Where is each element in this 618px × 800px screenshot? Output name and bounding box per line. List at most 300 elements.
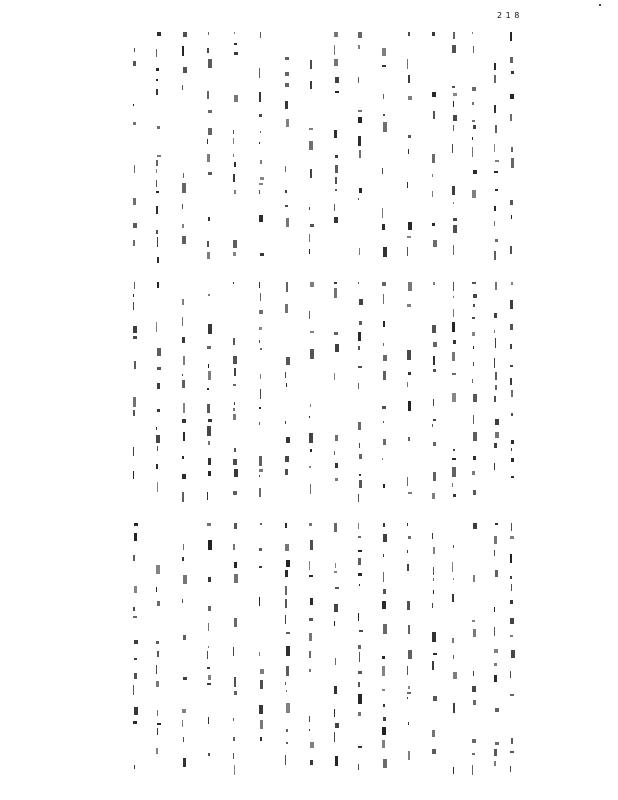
glyph-mark [432, 223, 435, 226]
glyph-mark [453, 32, 455, 39]
glyph-mark [156, 641, 159, 644]
glyph-mark [260, 523, 262, 525]
glyph-mark [335, 435, 338, 441]
glyph-mark [182, 492, 184, 502]
glyph-mark [286, 646, 290, 656]
glyph-mark [208, 32, 209, 35]
glyph-mark [286, 632, 290, 634]
glyph-mark [494, 675, 497, 682]
glyph-mark [182, 720, 183, 727]
glyph-mark [335, 155, 338, 158]
glyph-mark [309, 416, 310, 418]
glyph-mark [453, 101, 454, 107]
glyph-mark [494, 749, 497, 756]
glyph-mark [452, 352, 455, 361]
glyph-mark [453, 545, 454, 548]
text-column [207, 523, 212, 768]
text-column [133, 32, 138, 258]
glyph-mark [134, 523, 138, 526]
text-column [452, 523, 457, 768]
glyph-mark [334, 571, 337, 573]
glyph-mark [133, 685, 134, 695]
glyph-mark [157, 32, 161, 36]
glyph-mark [208, 717, 209, 724]
glyph-mark [334, 523, 337, 532]
glyph-mark [407, 477, 408, 486]
glyph-mark [285, 586, 287, 595]
glyph-mark [156, 49, 157, 57]
glyph-mark [133, 326, 137, 333]
glyph-mark [473, 346, 474, 349]
glyph-mark [286, 119, 289, 127]
glyph-mark [495, 189, 498, 191]
glyph-mark [453, 340, 456, 344]
glyph-mark [133, 104, 134, 106]
glyph-mark [259, 183, 263, 185]
glyph-mark [407, 601, 410, 610]
glyph-mark [133, 607, 135, 611]
glyph-mark [382, 656, 385, 659]
glyph-mark [511, 650, 515, 658]
glyph-mark [182, 599, 183, 603]
glyph-mark [383, 554, 384, 557]
glyph-mark [511, 476, 514, 478]
glyph-mark [309, 466, 311, 468]
text-column [182, 523, 187, 768]
glyph-mark [335, 563, 336, 568]
glyph-mark [494, 536, 497, 544]
glyph-mark [310, 598, 313, 605]
glyph-mark [310, 404, 311, 407]
glyph-mark [208, 419, 212, 422]
glyph-mark [510, 94, 514, 99]
glyph-mark [207, 139, 208, 144]
glyph-mark [260, 720, 263, 729]
text-column [494, 523, 499, 768]
glyph-mark [183, 32, 187, 37]
glyph-mark [472, 332, 475, 336]
glyph-mark [433, 419, 436, 421]
glyph-mark [309, 716, 310, 722]
text-column [156, 32, 161, 258]
glyph-mark [233, 338, 235, 345]
glyph-mark [259, 310, 263, 314]
page-number: 2 1 8 [497, 11, 520, 20]
text-column [407, 523, 412, 768]
glyph-mark [473, 294, 477, 298]
glyph-mark [510, 600, 513, 604]
glyph-mark [285, 570, 288, 577]
glyph-mark [157, 348, 161, 356]
glyph-mark [157, 282, 159, 288]
glyph-mark [234, 448, 236, 452]
glyph-mark [285, 101, 288, 109]
glyph-mark [310, 331, 314, 333]
glyph-mark [286, 560, 290, 567]
glyph-mark [310, 449, 312, 452]
glyph-mark [208, 471, 211, 476]
glyph-mark [286, 703, 290, 713]
glyph-mark [156, 565, 160, 574]
glyph-mark [183, 677, 187, 680]
glyph-mark [452, 322, 455, 332]
glyph-mark [207, 346, 211, 349]
glyph-mark [452, 467, 456, 477]
glyph-mark [408, 625, 410, 634]
glyph-mark [285, 83, 289, 87]
glyph-mark [207, 426, 211, 436]
glyph-mark [383, 534, 387, 542]
glyph-mark [433, 547, 435, 554]
glyph-mark [334, 621, 335, 626]
glyph-mark [157, 383, 160, 389]
glyph-mark [207, 651, 208, 659]
glyph-mark [407, 692, 411, 694]
glyph-mark [183, 575, 187, 584]
glyph-mark [510, 536, 514, 539]
glyph-mark [383, 523, 385, 527]
glyph-mark [494, 63, 496, 70]
glyph-mark [285, 599, 287, 608]
glyph-mark [408, 686, 410, 689]
glyph-mark [359, 584, 360, 586]
glyph-mark [407, 550, 408, 553]
glyph-mark [407, 182, 408, 188]
glyph-mark [408, 149, 409, 154]
text-column [207, 282, 212, 495]
glyph-mark [433, 356, 435, 365]
glyph-mark [407, 304, 411, 307]
glyph-mark [472, 739, 476, 743]
glyph-mark [511, 584, 512, 591]
text-column [472, 32, 477, 258]
glyph-mark [510, 200, 513, 205]
text-column [407, 282, 412, 495]
glyph-mark [260, 253, 264, 256]
text-column [510, 32, 515, 258]
glyph-mark [133, 61, 136, 66]
glyph-mark [233, 414, 236, 420]
glyph-mark [157, 482, 158, 492]
glyph-mark [234, 43, 237, 45]
text-column [472, 282, 477, 495]
glyph-mark [182, 204, 183, 209]
glyph-mark [510, 300, 513, 309]
text-column [432, 523, 437, 768]
glyph-mark [473, 575, 475, 582]
glyph-mark [260, 293, 261, 301]
glyph-mark [183, 737, 184, 742]
glyph-mark [494, 251, 496, 260]
glyph-mark [182, 474, 186, 479]
glyph-mark [510, 618, 514, 624]
glyph-mark [233, 544, 235, 550]
glyph-mark [183, 356, 185, 365]
glyph-mark [335, 587, 339, 589]
glyph-mark [358, 764, 359, 770]
glyph-mark [452, 594, 454, 602]
glyph-mark [207, 154, 210, 162]
glyph-mark [233, 408, 235, 411]
glyph-mark [259, 114, 262, 117]
glyph-mark [259, 407, 261, 409]
glyph-mark [511, 440, 514, 444]
glyph-mark [233, 647, 234, 656]
glyph-mark [259, 327, 262, 330]
glyph-mark [453, 93, 457, 96]
glyph-mark [383, 704, 385, 707]
glyph-mark [233, 282, 234, 284]
glyph-mark [183, 173, 184, 178]
glyph-mark [286, 666, 289, 676]
glyph-mark [335, 463, 338, 468]
glyph-mark [510, 246, 512, 254]
glyph-mark [510, 694, 514, 696]
glyph-mark [233, 718, 234, 721]
glyph-mark [208, 324, 212, 334]
text-column [259, 32, 264, 258]
glyph-mark [208, 172, 212, 175]
glyph-mark [233, 491, 237, 495]
glyph-mark [495, 432, 499, 438]
glyph-mark [134, 658, 137, 660]
glyph-mark [473, 304, 475, 307]
glyph-mark [156, 427, 157, 430]
glyph-mark [233, 753, 234, 759]
glyph-mark [156, 435, 160, 443]
text-column [233, 32, 238, 258]
glyph-mark [383, 371, 386, 380]
glyph-mark [182, 374, 183, 376]
glyph-mark [309, 141, 313, 150]
glyph-mark [182, 183, 186, 193]
glyph-mark [208, 458, 211, 465]
glyph-mark [182, 236, 186, 244]
glyph-mark [510, 365, 513, 367]
glyph-mark [310, 81, 312, 89]
glyph-mark [207, 492, 208, 500]
glyph-mark [309, 561, 310, 570]
glyph-mark [383, 122, 387, 132]
glyph-mark [234, 523, 237, 529]
glyph-mark [432, 92, 436, 97]
glyph-mark [407, 666, 408, 675]
glyph-mark [358, 523, 359, 529]
glyph-mark [358, 671, 362, 674]
glyph-mark [433, 567, 434, 575]
glyph-mark [382, 406, 386, 409]
glyph-mark [511, 158, 514, 168]
glyph-mark [208, 371, 211, 380]
glyph-mark [133, 336, 137, 339]
glyph-mark [286, 742, 288, 744]
glyph-mark [472, 87, 476, 91]
glyph-mark [285, 421, 286, 424]
glyph-mark [358, 536, 361, 538]
glyph-mark [511, 738, 513, 744]
glyph-mark [453, 125, 454, 131]
glyph-mark [472, 120, 475, 122]
glyph-mark [156, 206, 158, 214]
glyph-mark [310, 169, 312, 178]
text-column [334, 32, 339, 258]
text-column [452, 32, 457, 258]
glyph-mark [408, 401, 411, 411]
glyph-mark [432, 661, 434, 670]
text-column [233, 282, 238, 495]
glyph-mark [156, 587, 157, 592]
glyph-mark [408, 75, 410, 83]
glyph-mark [234, 765, 235, 775]
glyph-mark [452, 393, 456, 402]
glyph-mark [334, 217, 338, 223]
glyph-mark [259, 548, 262, 551]
text-column [207, 32, 212, 258]
glyph-mark [207, 404, 210, 413]
glyph-mark [334, 332, 338, 335]
text-column [309, 282, 314, 495]
glyph-mark [260, 32, 261, 38]
glyph-mark [234, 691, 237, 695]
glyph-mark [157, 409, 160, 412]
glyph-mark [452, 638, 454, 643]
text-column [285, 32, 290, 258]
glyph-mark [452, 458, 456, 460]
glyph-mark [383, 624, 387, 634]
glyph-mark [383, 589, 386, 594]
glyph-mark [285, 523, 287, 528]
glyph-mark [208, 577, 211, 582]
glyph-mark [183, 403, 185, 413]
glyph-mark [494, 144, 495, 152]
glyph-mark [358, 613, 359, 621]
glyph-mark [259, 68, 260, 78]
text-column [259, 523, 264, 768]
glyph-mark [453, 494, 456, 497]
glyph-mark [285, 372, 286, 378]
glyph-mark [358, 332, 361, 341]
glyph-mark [494, 443, 497, 448]
glyph-mark [358, 694, 362, 704]
glyph-mark [358, 712, 361, 716]
glyph-mark [382, 740, 385, 748]
glyph-mark [358, 558, 361, 565]
glyph-mark [452, 562, 453, 572]
glyph-mark [309, 618, 313, 621]
glyph-mark [494, 663, 497, 666]
glyph-mark [510, 344, 512, 349]
glyph-mark [453, 115, 457, 121]
glyph-mark [309, 729, 310, 731]
glyph-mark [473, 46, 474, 53]
glyph-mark [182, 46, 184, 56]
glyph-mark [473, 362, 474, 366]
glyph-mark [359, 299, 363, 305]
glyph-mark [359, 480, 362, 488]
text-column [133, 282, 138, 495]
glyph-mark [473, 125, 476, 129]
glyph-mark [382, 727, 386, 735]
glyph-mark [383, 114, 385, 116]
glyph-mark [494, 607, 495, 612]
glyph-mark [494, 627, 495, 636]
glyph-mark [433, 578, 434, 581]
glyph-mark [359, 474, 361, 476]
glyph-mark [494, 358, 495, 368]
glyph-mark [495, 372, 497, 380]
glyph-mark [335, 478, 338, 481]
glyph-mark [359, 248, 360, 255]
glyph-mark [407, 350, 411, 360]
glyph-mark [335, 723, 339, 728]
text-column [182, 32, 187, 258]
glyph-mark [433, 342, 437, 347]
glyph-mark [286, 437, 290, 443]
glyph-mark [494, 75, 496, 83]
glyph-mark [285, 682, 286, 685]
glyph-mark [407, 247, 408, 256]
glyph-mark [259, 597, 260, 606]
glyph-mark [358, 494, 359, 502]
glyph-mark [156, 169, 157, 173]
glyph-mark [334, 59, 338, 66]
glyph-mark [260, 680, 263, 689]
glyph-mark [453, 655, 454, 659]
glyph-mark [310, 760, 313, 765]
glyph-mark [234, 162, 236, 167]
glyph-mark [134, 48, 135, 52]
glyph-mark [494, 105, 496, 113]
glyph-mark [260, 389, 261, 399]
glyph-mark [452, 186, 455, 195]
glyph-mark [133, 410, 135, 416]
glyph-mark [234, 190, 236, 194]
glyph-mark [408, 492, 412, 494]
glyph-mark [183, 544, 184, 550]
glyph-mark [285, 544, 289, 551]
glyph-mark [408, 32, 410, 36]
glyph-mark [495, 570, 498, 577]
text-column [309, 523, 314, 768]
glyph-mark [494, 396, 496, 402]
glyph-mark [432, 424, 433, 427]
glyph-mark [156, 665, 157, 674]
glyph-mark [259, 340, 260, 343]
glyph-mark [408, 650, 412, 659]
glyph-mark [359, 150, 361, 158]
glyph-mark [133, 447, 134, 456]
glyph-mark [234, 677, 236, 687]
glyph-mark [183, 432, 185, 441]
glyph-mark [208, 623, 209, 631]
glyph-mark [473, 523, 477, 529]
glyph-mark [510, 635, 513, 637]
glyph-mark [156, 180, 157, 187]
glyph-mark [511, 71, 514, 74]
glyph-mark [334, 204, 335, 211]
glyph-mark [408, 282, 412, 291]
glyph-mark [182, 224, 184, 228]
glyph-mark [134, 165, 135, 173]
glyph-mark [452, 45, 456, 53]
glyph-mark [495, 125, 497, 133]
glyph-mark [310, 484, 311, 494]
text-column [285, 523, 290, 768]
glyph-mark [259, 566, 262, 568]
glyph-mark [156, 748, 158, 754]
glyph-mark [234, 574, 238, 583]
glyph-mark [208, 217, 210, 221]
